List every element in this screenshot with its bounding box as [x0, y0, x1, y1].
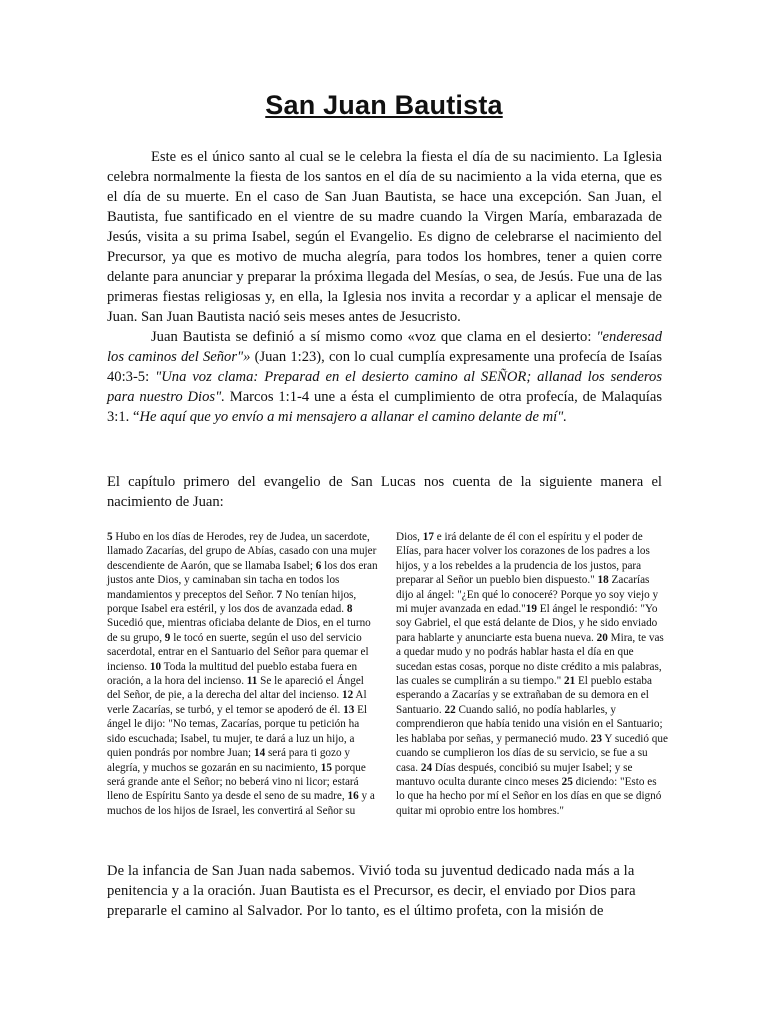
verse-text: No tenían hijos, porque Isabel era estéril, y los dos de avanzada edad.: [107, 588, 357, 616]
verse-text: Días después, concibió su mujer Isabel; y se mantuvo oculta durante cinco meses: [396, 761, 633, 788]
verse-number: 5: [107, 531, 113, 543]
verse-number: 22: [444, 703, 456, 716]
page-title: San Juan Bautista: [265, 90, 503, 120]
verse-text: le tocó en suerte, según el uso del servicio sacerdotal, entrar en el Santuario del Señor para quemar el incienso.: [107, 631, 369, 673]
lead-paragraph: El capítulo primero del evangelio de San Lucas nos cuenta de la siguiente manera el nacimiento de Juan:: [107, 474, 662, 510]
intro-section: [107, 147, 662, 427]
verse-text: Sucedió que, mientras oficiaba delante de Dios, en el turno de su grupo,: [107, 617, 371, 644]
verse-text: El ángel le respondió: "Yo soy Gabriel, el que está delante de Dios, y he sido enviado para hablarte y anunciarte esta buena nueva.: [396, 603, 658, 644]
verse-number: 23: [590, 732, 602, 745]
second-paragraph: [107, 327, 662, 427]
verse-text: El ángel le dijo: "No temas, Zacarías, porque tu petición ha sido escuchada; Isabel, tu mujer, te dará a luz un hijo, a quien pondrás por nombre Juan;: [107, 703, 368, 760]
verse-number: 20: [596, 631, 608, 644]
verse-number: 8: [346, 603, 353, 616]
verse-text: Toda la multitud del pueblo estaba fuera en oración, a la hora del incienso.: [107, 660, 358, 688]
verse-number: 12: [342, 689, 354, 702]
quote-isaias: "Una voz clama: Preparad en el desierto camino al SEÑOR; allanad los senderos para nuestro Dios".: [107, 369, 662, 405]
second-paragraph-text-1: Juan Bautista se definió a sí mismo como «voz que clama en el desierto:: [151, 329, 597, 345]
verse-text: los dos eran justos ante Dios, y caminaban sin tacha en todos los mandamientos y preceptos del Señor.: [107, 559, 378, 601]
verse-number: 15: [320, 761, 332, 774]
verse-text: Mira, te vas a quedar mudo y no podrás hablar hasta el día en que sucedan estas cosas, porque no diste crédito a mis palabras, las cuales se cumplirán a su tiempo.": [396, 631, 664, 688]
verse-text: porque será grande ante el Señor; no beberá vino ni licor; estará lleno de Espíritu Santo ya desde el seno de su madre,: [107, 761, 366, 803]
verse-text: Cuando salió, no podía hablarles, y comprendieron que había tenido una visión en el Santuario; les hablaba por señas, y permaneció mudo.: [396, 703, 663, 745]
verse-text: diciendo: "Esto es lo que ha hecho por mí el Señor en los días en que se dignó quitar mi oprobio entre los hombres.": [396, 775, 662, 817]
verse-number: 17: [422, 531, 434, 543]
verse-number: 13: [343, 703, 355, 716]
verse-number: 18: [597, 574, 609, 587]
verse-number: 25: [561, 775, 573, 788]
verse-text: e irá delante de él con el espíritu y el poder de Elías, para hacer volver los corazones de los padres a los hijos, y a los rebeldes a la prudencia de los justos, para preparar al Señor un pueblo bien dispuesto.": [396, 531, 650, 587]
verse-number: 6: [315, 559, 322, 572]
verse-number: 14: [253, 747, 266, 760]
verse-number: 7: [276, 588, 283, 601]
verse-text: Al verle Zacarías, se turbó, y el temor se apoderó de él.: [107, 689, 367, 716]
verse-text: Dios,: [396, 531, 423, 543]
quote-malaquias: He aquí que yo envío a mi mensajero a allanar el camino delante de mí".: [139, 409, 567, 425]
verse-number: 19: [525, 603, 537, 616]
gospel-column-right: [396, 530, 668, 818]
verse-text: y a muchos de los hijos de Israel, les convertirá al Señor su: [107, 790, 375, 817]
verse-number: 10: [149, 660, 162, 673]
verse-number: 11: [246, 675, 258, 688]
verse-number: 9: [164, 631, 171, 644]
gospel-column-left: [107, 530, 379, 818]
second-paragraph-text-2: (Juan 1:23), con lo cual cumplía expresamente una profecía de Isaías 40:3-5:: [107, 349, 663, 385]
verse-text: Y sucedió que cuando se cumplieron los días de su servicio, se fue a su casa.: [396, 732, 668, 774]
verse-text: será para ti gozo y alegría, y muchos se gozarán en su nacimiento,: [107, 747, 350, 774]
verse-text: Se le apareció el Ángel del Señor, de pie, a la derecha del altar del incienso.: [107, 675, 364, 702]
intro-paragraph: Este es el único santo al cual se le celebra la fiesta el día de su nacimiento. La Iglesia celebra normalmente la fiesta de los santos en el día de su nacimiento a la vida eterna, que es el día de su muerte. En el caso de San Juan Bautista, se hace una excepción. San Juan, el Bautista, fue santificado en el vientre de su madre cuando la Virgen María, embarazada de Jesús, visita a su prima Isabel, según el Evangelio. Es digno de celebrarse el nacimiento del Precursor, ya que es motivo de mucha alegría, para todos los hombres, tener a quien corre delante para anunciar y preparar la próxima llegada del Mesías, o sea, de Jesús. Fue una de las primeras fiestas religiosas y, en ella, la Iglesia nos invita a recordar y a aplicar el mensaje de Juan. San Juan Bautista nació seis meses antes de Jesucristo.: [107, 149, 662, 325]
verse-text: Zacarías dijo al ángel: "¿En qué lo conoceré? Porque yo soy viejo y mi mujer avanzada en edad.": [396, 574, 659, 616]
verse-text: Hubo en los días de Herodes, rey de Judea, un sacerdote, llamado Zacarías, del grupo de Abías, casado con una mujer descendiente de Aarón, que se llamaba Isabel;: [107, 531, 377, 572]
verse-text: El pueblo estaba esperando a Zacarías y se extrañaban de su demora en el Santuario.: [396, 675, 652, 716]
verse-number: 24: [420, 761, 433, 774]
verse-number: 21: [563, 675, 576, 688]
verse-number: 16: [347, 790, 359, 803]
second-paragraph-text-3: Marcos 1:1-4 une a ésta el cumplimiento de otra profecía, de Malaquías 3:1. “: [107, 389, 663, 425]
outro-paragraph: De la infancia de San Juan nada sabemos. Vivió toda su juventud dedicado nada más a la penitencia y a la oración. Juan Bautista es el Precursor, es decir, el enviado por Dios para prepararle el camino al Salvador. Por lo tanto, es el último profeta, con la misión de: [107, 863, 636, 919]
quote-enderesad: "enderesad los caminos del Señor"»: [107, 329, 662, 365]
